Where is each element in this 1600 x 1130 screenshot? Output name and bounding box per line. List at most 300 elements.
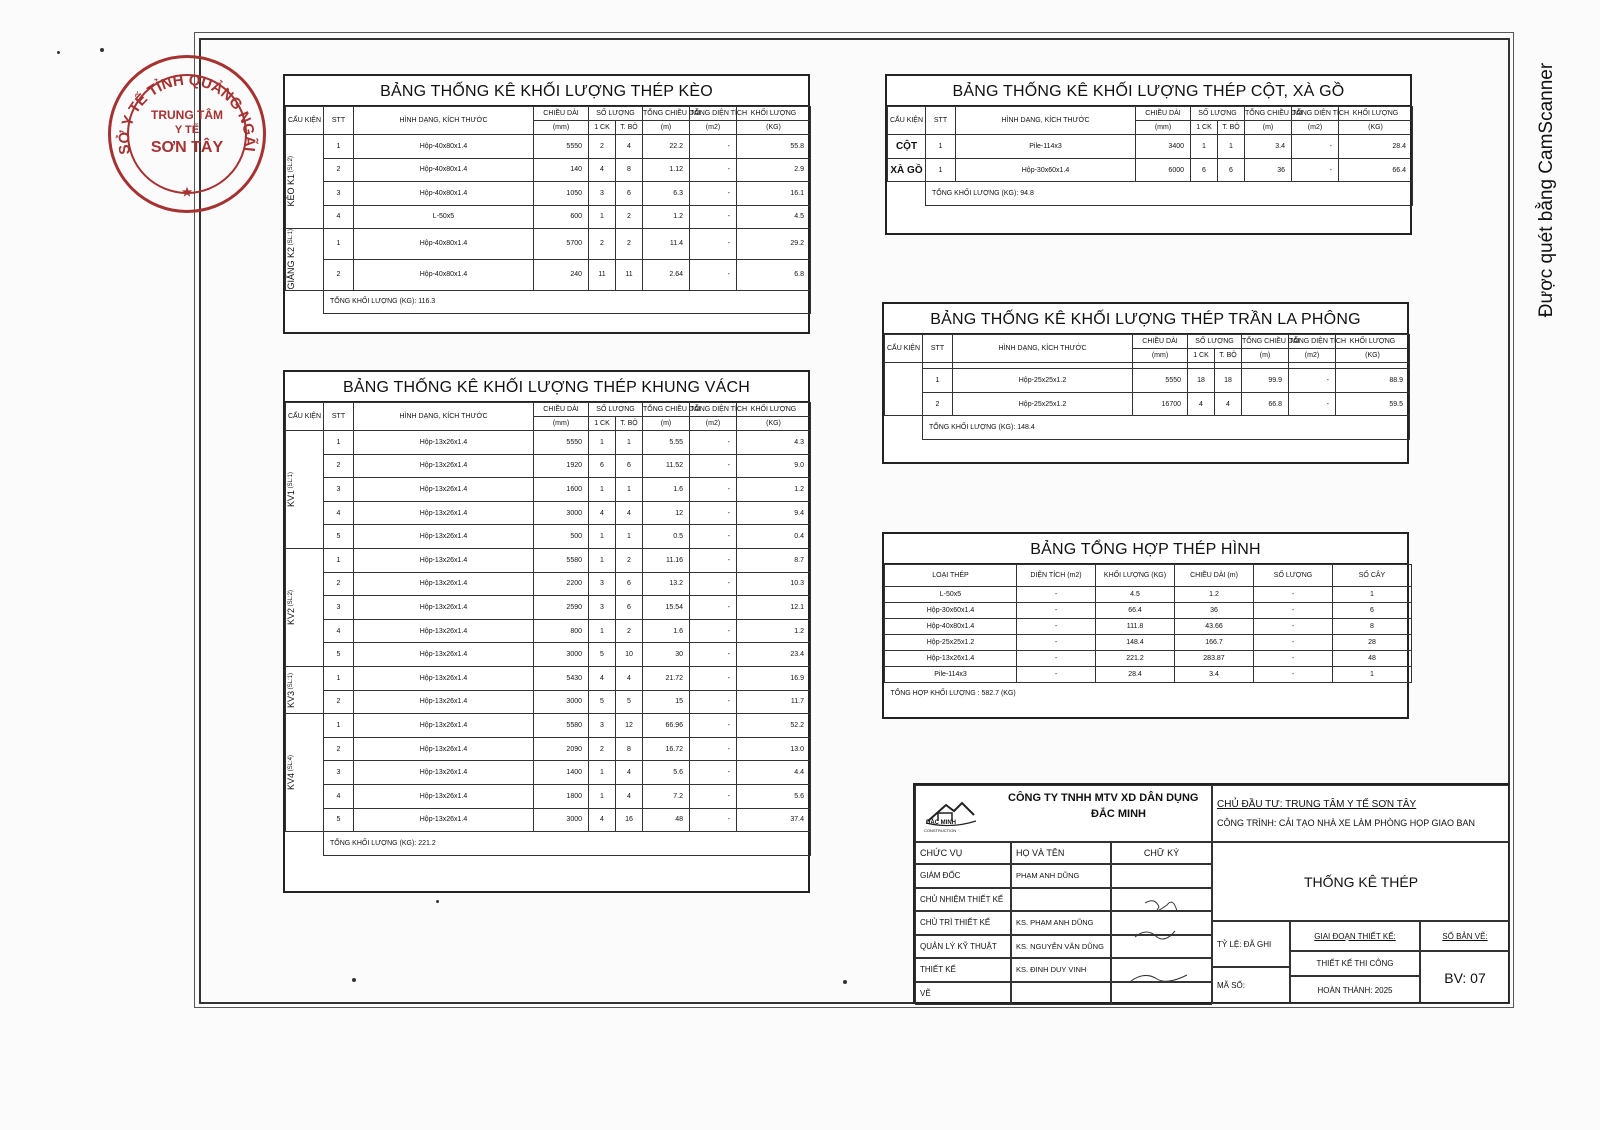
- cell-shape: Hộp-13x26x1.4: [354, 478, 534, 502]
- cell-qty-total: 6: [616, 454, 643, 478]
- cell-total-length: 7.2: [643, 784, 690, 808]
- table-row: [286, 737, 811, 761]
- cell-qty-total: 2: [616, 548, 643, 572]
- cell-shape: Hộp-13x26x1.4: [354, 784, 534, 808]
- col-tong-chieu-dai: TỔNG CHIỀU DÀI: [1245, 107, 1292, 121]
- table-row: [885, 369, 1410, 393]
- cell-group: [286, 666, 324, 713]
- cell-qty-total: 5: [616, 690, 643, 714]
- header-ho-ten: HỌ VÀ TÊN: [1011, 842, 1111, 864]
- col-hinh-dang: HÌNH DẠNG, KÍCH THƯỚC: [953, 335, 1133, 363]
- table-row: [286, 548, 811, 572]
- col-tong-chieu-dai: TỔNG CHIỀU DÀI: [643, 107, 690, 121]
- cell-shape: Hộp-13x26x1.4: [354, 501, 534, 525]
- col-so-luong: SỐ LƯỢNG: [1254, 565, 1333, 587]
- cell-qty-ck: 1: [1191, 135, 1218, 159]
- cell-qty-ck: 3: [589, 714, 616, 738]
- cell-weight: 4.5: [737, 205, 811, 229]
- seal-line-1: TRUNG TÂM: [151, 108, 223, 122]
- cell-weight: 13.0: [737, 737, 811, 761]
- col-1ck: 1 CK: [589, 121, 616, 135]
- cell-total-length: 5.6: [643, 761, 690, 785]
- role-label: CHỦ NHIỆM THIẾT KẾ: [915, 888, 1011, 912]
- cell-dt: -: [1017, 667, 1096, 683]
- cell-total-length: 1.6: [643, 478, 690, 502]
- cell-stt: 3: [324, 182, 354, 206]
- cell-shape: Hộp-13x26x1.4: [354, 643, 534, 667]
- group-label: [286, 156, 297, 207]
- cell-qty-total: 18: [1215, 369, 1242, 393]
- col-tbo: T. BỘ: [1215, 349, 1242, 363]
- cell-sl: -: [1254, 619, 1333, 635]
- col-stt: STT: [324, 107, 354, 135]
- cell-qty-total: 6: [616, 572, 643, 596]
- cell-length: 2090: [534, 737, 589, 761]
- table-row: [286, 431, 811, 455]
- cell-dt: -: [1017, 651, 1096, 667]
- company-cell: [915, 785, 1212, 842]
- cell-cd: 36: [1175, 603, 1254, 619]
- so-ban-ve-label: SỐ BẢN VẼ:: [1420, 921, 1510, 951]
- cell-qty-total: 11: [616, 259, 643, 290]
- cell-kl: 4.5: [1096, 587, 1175, 603]
- svg-text:SỞ Y TẾ TỈNH QUẢNG NGÃI: SỞ Y TẾ TỈNH QUẢNG NGÃI: [115, 71, 259, 156]
- cell-total-length: 11.52: [643, 454, 690, 478]
- cell-sl: -: [1254, 603, 1333, 619]
- cell-weight: 37.4: [737, 808, 811, 832]
- cell-length: 1050: [534, 182, 589, 206]
- cell-sl: -: [1254, 651, 1333, 667]
- table-row: [885, 392, 1410, 416]
- cell-shape: Hộp-13x26x1.4: [354, 619, 534, 643]
- cell-total-area: -: [690, 158, 737, 182]
- table-keo: [283, 74, 810, 334]
- cell-dt: -: [1017, 619, 1096, 635]
- unit-khoi-luong: (KG): [1336, 349, 1410, 363]
- cell-total-area: -: [690, 454, 737, 478]
- cell-total-area: -: [690, 135, 737, 159]
- table-tran-la-phong: [882, 302, 1409, 464]
- title-block: [913, 783, 1510, 1004]
- ma-so: MÃ SỐ:: [1212, 967, 1290, 1004]
- cell-qty-ck: 18: [1188, 369, 1215, 393]
- table-row: [286, 158, 811, 182]
- cell-total-length: 13.2: [643, 572, 690, 596]
- total-weight: TỔNG KHỐI LƯỢNG (KG): 116.3: [324, 290, 811, 314]
- role-person: [1011, 888, 1111, 912]
- company-name: CÔNG TY TNHH MTV XD DÂN DỤNG: [1008, 792, 1199, 804]
- unit-khoi-luong: (KG): [1339, 121, 1413, 135]
- table-row: [885, 651, 1412, 667]
- table-row: [286, 478, 811, 502]
- table-row: [286, 784, 811, 808]
- cell-total-area: -: [690, 525, 737, 549]
- cell-qty-total: 1: [616, 525, 643, 549]
- cell-stt: 3: [324, 761, 354, 785]
- header-chuc-vu: CHỨC VỤ: [915, 842, 1011, 864]
- cell-qty-ck: 1: [589, 205, 616, 229]
- cell-total-area: -: [690, 808, 737, 832]
- table-row: [286, 808, 811, 832]
- table-row: [286, 135, 811, 159]
- col-so-luong: SỐ LƯỢNG: [589, 107, 643, 121]
- cell-total-area: -: [690, 548, 737, 572]
- cell-shape: Hộp-13x26x1.4: [354, 808, 534, 832]
- table-row: [885, 667, 1412, 683]
- cell-qty-ck: 6: [1191, 158, 1218, 182]
- cell-total-area: -: [690, 572, 737, 596]
- cell-shape: Hộp-40x80x1.4: [354, 158, 534, 182]
- role-person: KS. NGUYỄN VĂN DŨNG: [1011, 935, 1111, 959]
- cell-weight: 29.2: [737, 229, 811, 260]
- cell-qty-total: 6: [616, 596, 643, 620]
- scan-speck: [843, 980, 847, 984]
- cell-qty-total: 2: [616, 205, 643, 229]
- cell-weight: 1.2: [737, 478, 811, 502]
- cell-qty-ck: 4: [589, 666, 616, 690]
- cell-length: 5700: [534, 229, 589, 260]
- table-khung-grid: [285, 402, 811, 856]
- cell-total-area: -: [1292, 158, 1339, 182]
- cell-weight: 9.4: [737, 501, 811, 525]
- cell-shape: Hộp-40x80x1.4: [354, 229, 534, 260]
- cell-qty-ck: 2: [589, 229, 616, 260]
- cell-qty-total: 2: [616, 229, 643, 260]
- total-row: [286, 832, 811, 856]
- cell-cd: 166.7: [1175, 635, 1254, 651]
- cell-total-length: 11.4: [643, 229, 690, 260]
- unit-tong-dien-tich: (m2): [1289, 349, 1336, 363]
- col-khoi-luong: KHỐI LƯỢNG: [737, 107, 811, 121]
- cell-weight: 5.6: [737, 784, 811, 808]
- cell-stt: 1: [324, 714, 354, 738]
- table-row: [885, 635, 1412, 651]
- table-row: [286, 454, 811, 478]
- cell-shape: Hộp-13x26x1.4: [354, 454, 534, 478]
- cell-qty-total: 2: [616, 619, 643, 643]
- cell-length: 2590: [534, 596, 589, 620]
- signatures-icon: [1115, 893, 1205, 1003]
- cell-stt: 1: [926, 158, 956, 182]
- cell-weight: 16.9: [737, 666, 811, 690]
- table-row: [286, 714, 811, 738]
- cell-shape: Hộp-13x26x1.4: [354, 572, 534, 596]
- group-label: [286, 229, 297, 290]
- cell-qty-ck: 3: [589, 572, 616, 596]
- role-person: KS. PHẠM ANH DŨNG: [1011, 911, 1111, 935]
- table-row: [885, 587, 1412, 603]
- total-row: [885, 416, 1410, 440]
- cell-stt: 2: [324, 259, 354, 290]
- cell-loai: L-50x5: [885, 587, 1017, 603]
- official-seal-stamp: [108, 55, 266, 213]
- group-label: [286, 590, 297, 625]
- cell-qty-ck: 1: [589, 478, 616, 502]
- cell-kl: 221.2: [1096, 651, 1175, 667]
- cell-dt: -: [1017, 587, 1096, 603]
- cell-qty-total: 4: [616, 501, 643, 525]
- cell-shape: Hộp-40x80x1.4: [354, 182, 534, 206]
- group-name: KV3: [286, 690, 296, 708]
- cell-stt: 5: [324, 808, 354, 832]
- cell-qty-total: 4: [616, 135, 643, 159]
- cell-shape: Hộp-25x25x1.2: [953, 369, 1133, 393]
- total-row: [885, 683, 1412, 705]
- col-loai-thep: LOẠI THÉP: [885, 565, 1017, 587]
- cell-qty-total: 16: [616, 808, 643, 832]
- cell-total-area: -: [690, 205, 737, 229]
- unit-chieu-dai: (mm): [1133, 349, 1188, 363]
- cell-shape: Hộp-13x26x1.4: [354, 548, 534, 572]
- cell-qty-ck: 2: [589, 135, 616, 159]
- cell-shape: Pile-114x3: [956, 135, 1136, 159]
- unit-tong-chieu-dai: (m): [1242, 349, 1289, 363]
- cell-length: 3000: [534, 690, 589, 714]
- table-row: [888, 158, 1413, 182]
- col-khoi-luong: KHỐI LƯỢNG (KG): [1096, 565, 1175, 587]
- cell-kl: 66.4: [1096, 603, 1175, 619]
- cell-shape: Hộp-13x26x1.4: [354, 761, 534, 785]
- cell-total-length: 36: [1245, 158, 1292, 182]
- group-name: GIẰNG K2: [286, 247, 296, 290]
- col-chieu-dai: CHIỀU DÀI: [1133, 335, 1188, 349]
- cell-length: 3000: [534, 643, 589, 667]
- cell-stt: 3: [324, 596, 354, 620]
- cell-qty-total: 10: [616, 643, 643, 667]
- scan-speck: [100, 48, 104, 52]
- table-row: [885, 619, 1412, 635]
- cell-sc: 48: [1333, 651, 1412, 667]
- cell-shape: Hộp-25x25x1.2: [953, 392, 1133, 416]
- cell-total-length: 15.54: [643, 596, 690, 620]
- table-row: [286, 525, 811, 549]
- cell-total-area: -: [690, 501, 737, 525]
- table-row: [286, 643, 811, 667]
- col-cau-kien: CẤU KIỆN: [286, 403, 324, 431]
- cell-qty-total: 8: [616, 158, 643, 182]
- cell-length: 1920: [534, 454, 589, 478]
- col-tbo: T. BỘ: [616, 121, 643, 135]
- cell-shape: Hộp-13x26x1.4: [354, 525, 534, 549]
- col-tbo: T. BỘ: [616, 417, 643, 431]
- cell-weight: 2.9: [737, 158, 811, 182]
- col-tong-dien-tich: TỔNG DIỆN TÍCH: [690, 403, 737, 417]
- total-weight: TỔNG KHỐI LƯỢNG (KG): 148.4: [923, 416, 1410, 440]
- cell-weight: 4.4: [737, 761, 811, 785]
- cell-cd: 283.87: [1175, 651, 1254, 667]
- group-quantity: (SL:4): [288, 755, 294, 774]
- table-row: [885, 603, 1412, 619]
- cell-total-area: -: [690, 431, 737, 455]
- cell-cd: 3.4: [1175, 667, 1254, 683]
- cell-length: 5430: [534, 666, 589, 690]
- cell-shape: Hộp-13x26x1.4: [354, 714, 534, 738]
- cell-total-length: 21.72: [643, 666, 690, 690]
- unit-chieu-dai: (mm): [534, 121, 589, 135]
- scan-speck: [436, 900, 439, 903]
- cell-qty-ck: 1: [589, 784, 616, 808]
- cell-kl: 111.8: [1096, 619, 1175, 635]
- cell-stt: 2: [324, 737, 354, 761]
- cell-weight: 8.7: [737, 548, 811, 572]
- col-stt: STT: [926, 107, 956, 135]
- cell-kl: 148.4: [1096, 635, 1175, 651]
- cell-total-area: -: [690, 229, 737, 260]
- cell-qty-ck: 5: [589, 643, 616, 667]
- cell-shape: Hộp-30x60x1.4: [956, 158, 1136, 182]
- col-so-luong: SỐ LƯỢNG: [589, 403, 643, 417]
- cell-sc: 1: [1333, 667, 1412, 683]
- cell-weight: 52.2: [737, 714, 811, 738]
- unit-chieu-dai: (mm): [1136, 121, 1191, 135]
- cell-group: [286, 548, 324, 666]
- cell-qty-ck: 3: [589, 182, 616, 206]
- cell-qty-ck: 5: [589, 690, 616, 714]
- col-khoi-luong: KHỐI LƯỢNG: [737, 403, 811, 417]
- cell-qty-ck: 1: [589, 548, 616, 572]
- col-chieu-dai: CHIỀU DÀI (m): [1175, 565, 1254, 587]
- cell-dt: -: [1017, 635, 1096, 651]
- cell-shape: Hộp-40x80x1.4: [354, 135, 534, 159]
- col-tong-chieu-dai: TỔNG CHIỀU DÀI: [643, 403, 690, 417]
- cell-stt: 3: [324, 478, 354, 502]
- cell-length: 3000: [534, 808, 589, 832]
- cell-weight: 88.9: [1336, 369, 1410, 393]
- cell-loai: Pile-114x3: [885, 667, 1017, 683]
- cell-length: 500: [534, 525, 589, 549]
- cell-length: 240: [534, 259, 589, 290]
- cell-length: 5580: [534, 714, 589, 738]
- cell-group: CỘT: [888, 135, 926, 159]
- cell-shape: Hộp-13x26x1.4: [354, 666, 534, 690]
- cell-stt: 2: [324, 454, 354, 478]
- table-row: [888, 135, 1413, 159]
- cell-sc: 1: [1333, 587, 1412, 603]
- cell-qty-ck: 1: [589, 761, 616, 785]
- cell-length: 5550: [534, 431, 589, 455]
- group-label: [286, 755, 297, 790]
- cell-loai: Hộp-25x25x1.2: [885, 635, 1017, 651]
- cell-stt: 1: [324, 135, 354, 159]
- col-1ck: 1 CK: [1191, 121, 1218, 135]
- cell-stt: 5: [324, 643, 354, 667]
- cell-total-area: -: [690, 643, 737, 667]
- cell-length: 5550: [534, 135, 589, 159]
- cell-stt: 1: [324, 431, 354, 455]
- cell-weight: 55.8: [737, 135, 811, 159]
- role-person: PHẠM ANH DŨNG: [1011, 864, 1111, 888]
- table-tong-hop: [882, 532, 1409, 719]
- ty-le: TỶ LỆ: ĐÃ GHI: [1212, 921, 1290, 967]
- total-weight: TỔNG KHỐI LƯỢNG (KG): 221.2: [324, 832, 811, 856]
- scan-speck: [352, 978, 356, 982]
- col-chieu-dai: CHIỀU DÀI: [1136, 107, 1191, 121]
- cell-shape: Hộp-40x80x1.4: [354, 259, 534, 290]
- group-label: [286, 472, 297, 507]
- cell-stt: 4: [324, 205, 354, 229]
- cell-qty-ck: 11: [589, 259, 616, 290]
- col-stt: STT: [923, 335, 953, 363]
- role-label: CHỦ TRÌ THIẾT KẾ: [915, 911, 1011, 935]
- cell-qty-ck: 1: [589, 525, 616, 549]
- cell-qty-ck: 4: [589, 158, 616, 182]
- cell-total-area: -: [690, 619, 737, 643]
- cell-sc: 8: [1333, 619, 1412, 635]
- cell-stt: 2: [324, 572, 354, 596]
- table-row: [286, 666, 811, 690]
- table-keo-grid: [285, 106, 811, 314]
- cell-total-area: -: [690, 666, 737, 690]
- table-row: [286, 182, 811, 206]
- cell-weight: 9.0: [737, 454, 811, 478]
- scan-speck: [57, 51, 60, 54]
- cell-loai: Hộp-40x80x1.4: [885, 619, 1017, 635]
- table-row: [286, 205, 811, 229]
- cell-stt: 4: [324, 619, 354, 643]
- group-label: [286, 673, 297, 708]
- col-chieu-dai: CHIỀU DÀI: [534, 107, 589, 121]
- cell-group: XÀ GỒ: [888, 158, 926, 182]
- cell-group: [885, 363, 923, 416]
- unit-tong-chieu-dai: (m): [643, 417, 690, 431]
- cell-total-length: 1.12: [643, 158, 690, 182]
- cell-stt: 5: [324, 525, 354, 549]
- unit-tong-dien-tich: (m2): [690, 417, 737, 431]
- cell-total-area: -: [690, 714, 737, 738]
- table-row: [286, 596, 811, 620]
- cell-weight: 4.3: [737, 431, 811, 455]
- unit-tong-dien-tich: (m2): [690, 121, 737, 135]
- role-label: QUẢN LÝ KỸ THUẬT: [915, 935, 1011, 959]
- col-tbo: T. BỘ: [1218, 121, 1245, 135]
- table-row: [286, 259, 811, 290]
- cell-qty-total: 1: [616, 478, 643, 502]
- seal-line-3: SƠN TÂY: [150, 139, 224, 156]
- cell-weight: 16.1: [737, 182, 811, 206]
- cell-qty-ck: 6: [589, 454, 616, 478]
- col-so-luong: SỐ LƯỢNG: [1191, 107, 1245, 121]
- cell-weight: 28.4: [1339, 135, 1413, 159]
- table-row: [286, 501, 811, 525]
- group-name: KV2: [286, 607, 296, 625]
- cell-loai: Hộp-30x60x1.4: [885, 603, 1017, 619]
- cell-stt: 1: [324, 229, 354, 260]
- col-tong-dien-tich: TỔNG DIỆN TÍCH: [690, 107, 737, 121]
- cell-length: 140: [534, 158, 589, 182]
- cell-total-length: 12: [643, 501, 690, 525]
- col-stt: STT: [324, 403, 354, 431]
- cell-stt: 4: [324, 501, 354, 525]
- table-row: [286, 690, 811, 714]
- cell-length: 1400: [534, 761, 589, 785]
- table-khung-vach: [283, 370, 810, 893]
- cell-qty-ck: 1: [589, 619, 616, 643]
- cell-total-length: 3.4: [1245, 135, 1292, 159]
- cell-kl: 28.4: [1096, 667, 1175, 683]
- cell-stt: 1: [923, 369, 953, 393]
- role-label: THIẾT KẾ: [915, 958, 1011, 982]
- cell-length: 5580: [534, 548, 589, 572]
- cell-total-length: 66.8: [1242, 392, 1289, 416]
- cell-qty-total: 6: [1218, 158, 1245, 182]
- cell-weight: 66.4: [1339, 158, 1413, 182]
- cell-total-length: 15: [643, 690, 690, 714]
- cell-total-length: 66.96: [643, 714, 690, 738]
- col-tong-chieu-dai: TỔNG CHIỀU DÀI: [1242, 335, 1289, 349]
- col-khoi-luong: KHỐI LƯỢNG: [1336, 335, 1410, 349]
- col-so-luong: SỐ LƯỢNG: [1188, 335, 1242, 349]
- cell-length: 1600: [534, 478, 589, 502]
